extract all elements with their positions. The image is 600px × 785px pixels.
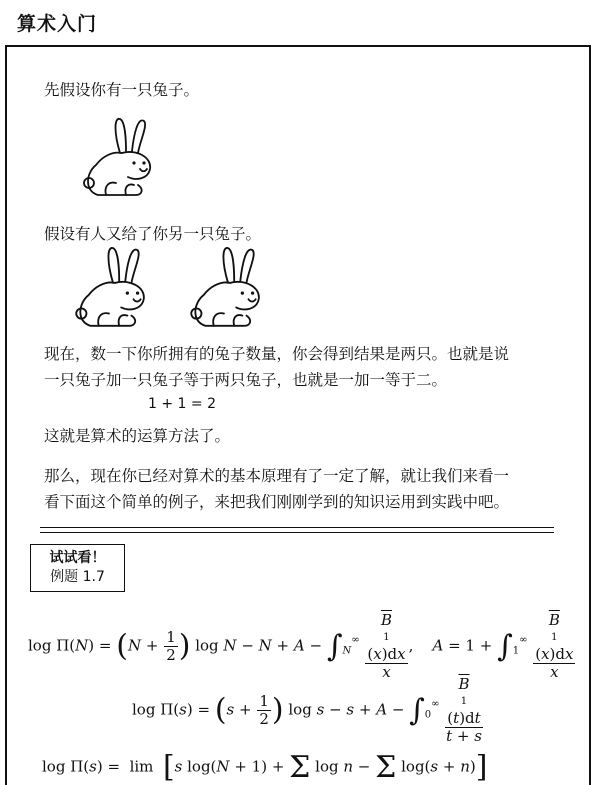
paragraph-3b: 一只兔子加一只兔子等于两只兔子，也就是一加一等于二。	[44, 371, 448, 389]
formula-1: log Π(N) = (N + $\frac{1}{2}$ ) $\log N - N + A - \int_N^\infty$ $\overline{B}$ 1 (x)dx x , $A = 1 + \int_1^\infty$ $\overline{B}$ 1 (x)dx x	[28, 611, 574, 681]
divider-top	[40, 527, 554, 528]
equation-simple: 1 + 1 = 2	[148, 396, 216, 412]
rabbit-icon	[185, 242, 267, 334]
paragraph-3a: 现在，数一下你所拥有的兔子数量，你会得到结果是两只。也就是说	[44, 345, 510, 363]
paragraph-5b: 看下面这个简单的例子，来把我们刚刚学到的知识运用到实践中吧。	[44, 493, 510, 511]
paragraph-5a: 那么，现在你已经对算术的基本原理有了一定了解，就让我们来看一	[44, 467, 510, 485]
try-it-label: 试试看！	[49, 550, 106, 566]
divider-bottom	[40, 532, 554, 533]
paragraph-1: 先假设你有一只兔子。	[44, 81, 200, 99]
rabbit-icon	[78, 113, 158, 203]
example-label: 例题 1.7	[50, 569, 105, 585]
try-it-box	[30, 544, 125, 592]
page-title: 算术入门	[17, 13, 98, 35]
paragraph-4: 这就是算术的运算方法了。	[44, 427, 231, 445]
formula-3: log Π(s) = lim [s log(N + 1) + Σ log n − Σ log(s + n)]	[42, 749, 488, 785]
paragraph-2: 假设有人又给了你另一只兔子。	[44, 225, 262, 243]
rabbit-icon	[70, 242, 152, 334]
formula-2: log Π(s) = (s + $\frac{1}{2}$ ) $\log s - s + A - \int_0^\infty$ $\overline{B}$ 1 (t)dt t + s	[132, 675, 482, 745]
